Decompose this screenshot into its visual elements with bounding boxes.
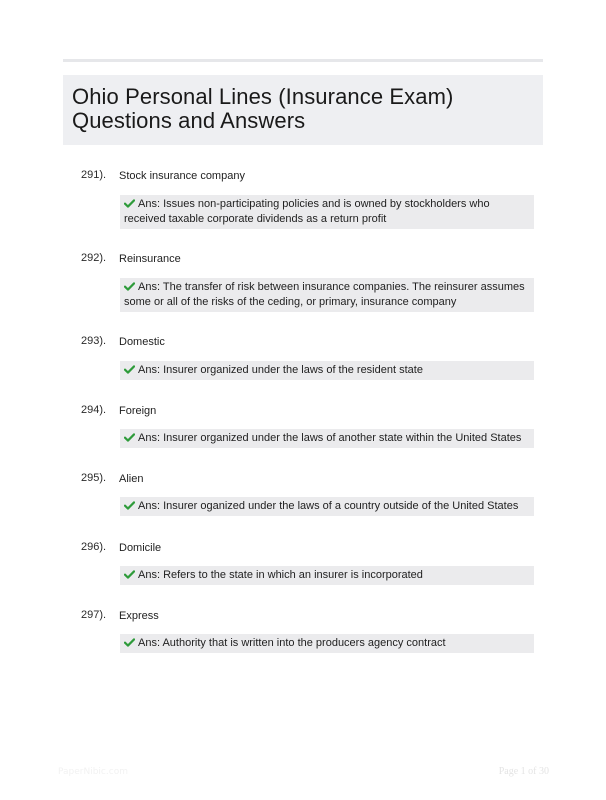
top-divider [63,59,543,62]
question-text: Foreign [119,405,157,417]
question-number: 291). [81,169,107,181]
question-text: Domicile [119,542,162,554]
question-text: Domestic [119,336,165,348]
answer-box [120,278,534,312]
answer-box [120,361,534,380]
question-number: 294). [81,404,107,416]
question-text: Stock insurance company [119,170,245,182]
answer-box [120,497,534,516]
question-number: 297). [81,609,107,621]
checkmark-icon [124,501,135,510]
answer-box [120,429,534,448]
page-number: Page 1 of 30 [498,766,549,777]
checkmark-icon [124,199,135,208]
answer-text: Ans: Insurer oganized under the laws of a country outside of the United States [138,500,519,512]
answer-text: Ans: Insurer organized under the laws of the resident state [138,364,423,376]
question-text: Reinsurance [119,253,181,265]
checkmark-icon [124,282,135,291]
title-banner [63,75,543,145]
question-number: 295). [81,472,107,484]
question-number: 293). [81,335,107,347]
question-text: Alien [119,473,144,485]
question-text: Express [119,610,159,622]
answer-box [120,634,534,653]
answer-text: Ans: Issues non-participating policies and is owned by stockholders who received taxable corporate dividends as a return profit [124,198,490,225]
question-number: 296). [81,541,107,553]
answer-text: Ans: Refers to the state in which an insurer is incorporated [138,569,423,581]
answer-box [120,566,534,585]
checkmark-icon [124,365,135,374]
checkmark-icon [124,638,135,647]
answer-box [120,195,534,229]
answer-text: Ans: The transfer of risk between insurance companies. The reinsurer assumes some or all of the risks of the ceding, or primary, insurance company [124,281,525,308]
checkmark-icon [124,433,135,442]
answer-text: Ans: Insurer organized under the laws of another state within the United States [138,432,522,444]
answer-text: Ans: Authority that is written into the producers agency contract [138,637,446,649]
checkmark-icon [124,570,135,579]
question-number: 292). [81,252,107,264]
footer-watermark: PaperNibic.com [58,767,128,777]
page-title: Ohio Personal Lines (Insurance Exam) Questions and Answers [72,84,454,133]
